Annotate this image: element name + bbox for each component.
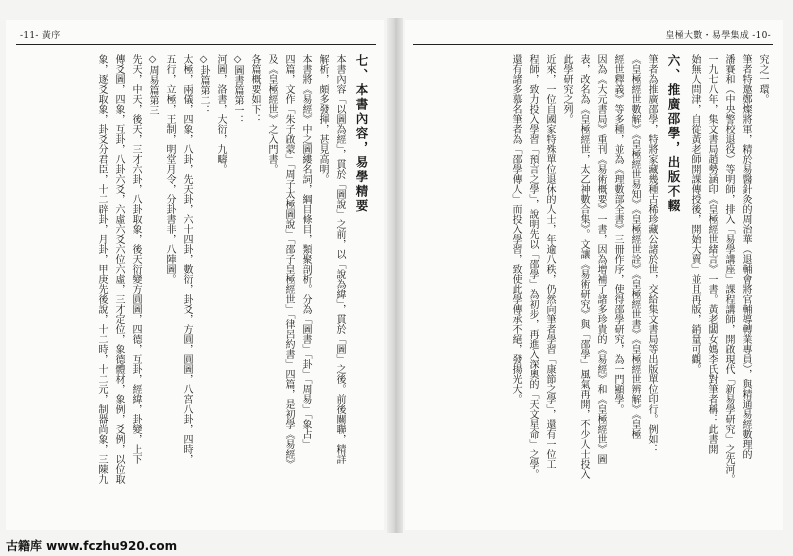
- header-rule: [413, 44, 773, 45]
- header-rule: [16, 44, 376, 45]
- text-line: 象，逐爻取象，卦爻分君臣，十二辟卦，月卦，甲庚先後說，十二時，十二元，制器尚象，三陳九: [96, 54, 107, 484]
- text-line: 近來，一位自國家特殊單位退休的人士，年逾八秩，仍然向筆者學習「康節之學」，還有一位工: [544, 54, 555, 469]
- text-line: 筆者特邀鄭燦將軍，精於易醫針灸的周治華（退輔會將官輔導轉業專員），與精通易經數理的: [740, 54, 751, 459]
- text-line: 筆者為推廣邵學，特將家藏幾種古稀珍藏公諸於世，交給集文書局等出版單位印行。例如：: [646, 54, 657, 454]
- text-line: ◇圖書篇第一：: [232, 54, 243, 125]
- text-line: 還有諸多慕名筆者為「邵學傳人」而投入學習，致使此學傳承不絕，發揚光大。: [510, 54, 521, 404]
- text-line: 河圖，洛書，大衍，九疇。: [215, 54, 226, 174]
- text-line: 始無人問津，自從黃老師開課傳授後，開始大賣」並且再版，銷量可觀。: [689, 54, 700, 374]
- text-line: 及《皇極經世》之入門書。: [266, 54, 277, 174]
- text-line: 表，改名為《皇極經世，太乙神數合集》。文讓《易術研究》與「邵學」風氣再開，不少人士投入: [578, 54, 589, 479]
- page-header-right: 皇極大數・易學集成 -10-: [665, 31, 771, 41]
- text-line: 本書內容「以圖為經」，貫於「圖說」之前，以「說為緯」，貫於「圖」之後。前後關聯，精詳: [334, 54, 345, 464]
- left-page-body: [16, 54, 374, 522]
- text-line: 《皇極經世數解》《皇極經世易知》《皇極經世詮》《皇極經世書》《皇極經世辨解》《皇極: [629, 54, 640, 439]
- text-line: 四篇，文作「朱子啟蒙」「周子太極圖說」「邵子皇極經世」「律呂約書」四篇，是初學《易經》: [283, 54, 294, 469]
- text-line: 潘賽和（中央警校退役）等明師，排入「易學講座」課程講師，開啟現代「新易學研究」之先河。: [723, 54, 734, 484]
- site-watermark: 古籍库 www.fczhu920.com: [6, 539, 178, 553]
- text-line: 此學研究之列。: [561, 54, 572, 124]
- text-line: 各篇概要如下：: [249, 54, 260, 124]
- right-page-body: [413, 54, 771, 522]
- text-line: 五行，立極，王制，明堂月令，分卦書非，八陣圖。: [164, 54, 175, 284]
- text-line: 程師，致力投入學習「預言之學」，說明先以「邵學」為初步，再進入深奧的「天文星命」之學。: [527, 54, 538, 479]
- book-spine: [387, 18, 403, 533]
- text-line: 因為《大元書局》重刊《易術概要》一書，因為增補了諸多珍貴的《易經》和《皇極經世》圖: [595, 54, 606, 464]
- text-line: 一九七八年，集文書局趙勢涵印《皇極經世緒言》一書。黃老闆女媽李氏對筆者稱：此書開: [706, 54, 717, 454]
- text-line: 究之一環。: [757, 54, 768, 104]
- text-line: 太極，兩儀，四象，八卦，先天卦，六十四卦，數衍，卦爻，方圓，圓圖，八宮八卦，四時，: [181, 54, 192, 464]
- text-line: 傳爻圖，四象，互卦，八卦六爻，六虛六爻六位六虛，三才定位，象德體材，象例，爻例，以位取: [113, 54, 124, 484]
- text-line: 解析，頗多發揮，甚見高明。: [317, 54, 328, 184]
- right-page: [405, 20, 783, 530]
- section-heading: 六、推廣邵學，出版不輟: [666, 54, 681, 214]
- text-line: 本書將《易經》中之圖縷名詞，綱目條目，類聚剖析。分為「圖書」「卦」「周易」「象占」: [300, 54, 311, 449]
- left-page: [6, 20, 384, 530]
- page-header-left: -11- 黃序: [20, 31, 61, 41]
- text-line: 經世釋義》等多種，並為《理數部全書》三冊作序，使得邵學研究，為一門顯學。: [612, 54, 623, 414]
- text-line: ◇周易篇第三: [147, 54, 158, 115]
- text-line: ◇卦篇第二：: [198, 54, 209, 115]
- section-heading: 七、本書內容，易學精要: [354, 54, 369, 214]
- text-line: 先天，中天，後天，三才六卦，八卦取象，後天衍變方圓圖，四德，互卦，經緯，卦變，上下: [130, 54, 141, 464]
